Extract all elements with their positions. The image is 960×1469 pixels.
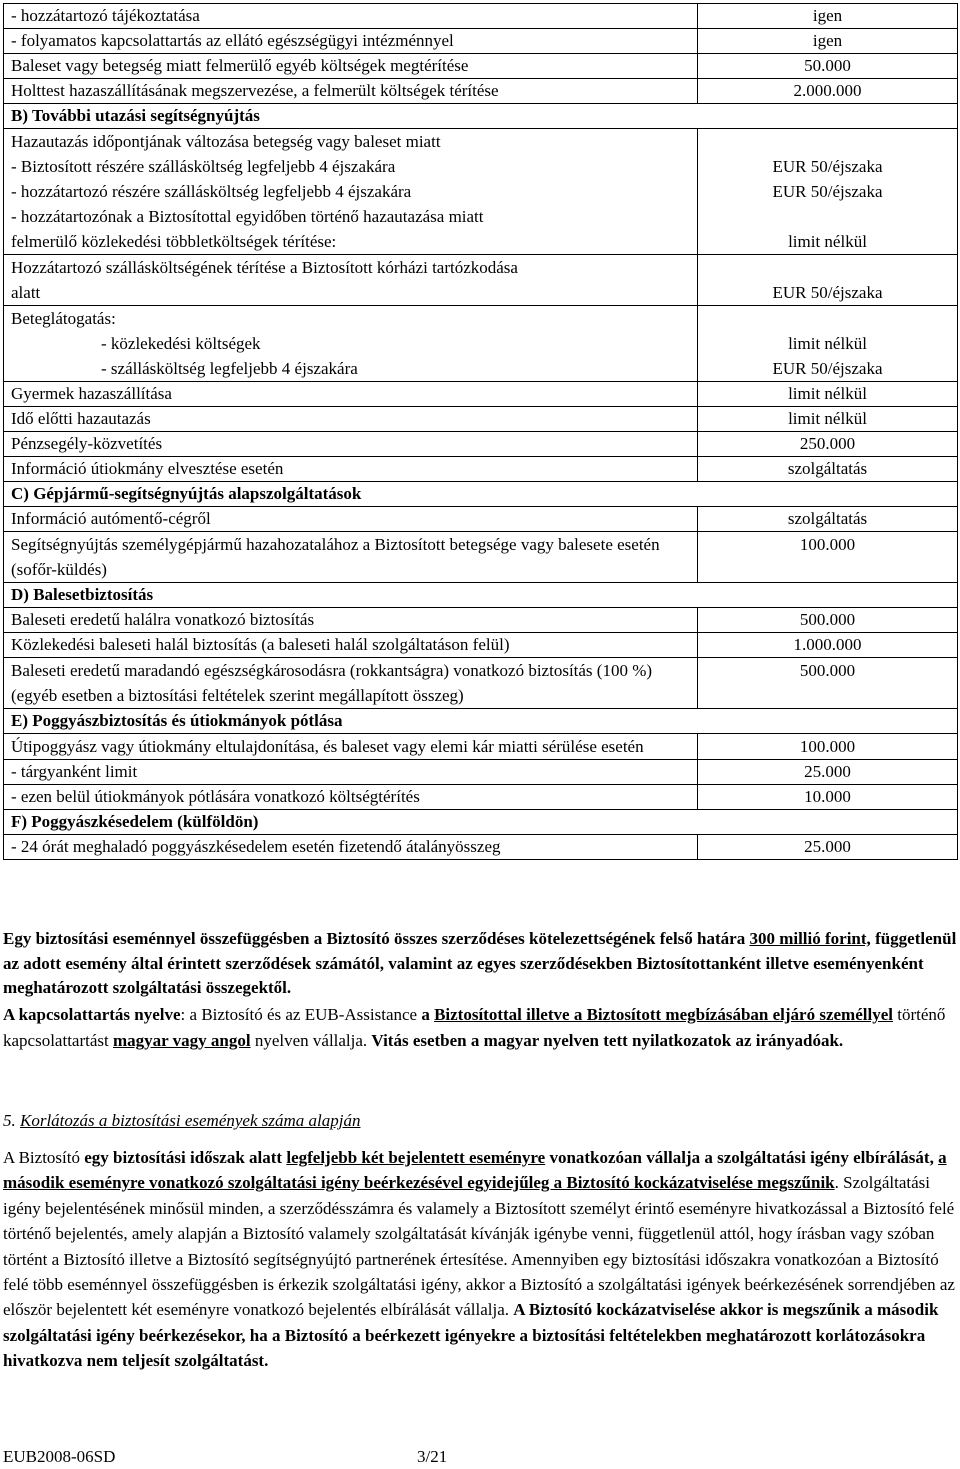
- language-text-2: a: [421, 1005, 430, 1024]
- value-cell: 50.000: [698, 54, 958, 79]
- value-cell: 100.000: [698, 532, 958, 583]
- label-cell: Útipoggyász vagy útiokmány eltulajdonítása, és baleset vagy elemi kár miatti sérülése esetén: [4, 734, 698, 760]
- label-cell: Közlekedési baleseti halál biztosítás (a baleseti halál szolgáltatáson felül): [4, 633, 698, 658]
- para-text-2: egy biztosítási időszak alatt: [84, 1148, 283, 1167]
- section-header-cell: C) Gépjármű-segítségnyújtás alapszolgáltatások: [4, 482, 958, 507]
- table-section-header: [4, 583, 958, 608]
- notice-limit: 300 millió forint,: [749, 929, 871, 948]
- table-row: [4, 79, 958, 104]
- language-text-6: nyelven vállalja.: [254, 1030, 368, 1050]
- table-row: [4, 54, 958, 79]
- table-row: [4, 760, 958, 785]
- label-cell: - hozzátartozó tájékoztatása: [4, 4, 698, 29]
- section-header-cell: B) További utazási segítségnyújtás: [4, 104, 958, 129]
- section-header-cell: D) Balesetbiztosítás: [4, 583, 958, 608]
- label-cell: Pénzsegély-közvetítés: [4, 432, 698, 457]
- table-row: [4, 507, 958, 532]
- notice-text: Egy biztosítási eseménnyel összefüggésben a Biztosító összes szerződéses kötelezettségének felső határa: [3, 929, 746, 948]
- value-line: [702, 129, 953, 154]
- language-clause: [3, 1002, 957, 1053]
- section-5-heading: [3, 1111, 360, 1131]
- label-line: Hozzátartozó szállásköltségének térítése a Biztosított kórházi tartózkodása: [11, 258, 518, 277]
- value-cell: [698, 255, 958, 306]
- label-cell: [4, 129, 698, 255]
- label-cell: Segítségnyújtás személygépjármű hazahozatalához a Biztosított betegsége vagy balesete esetén (sofőr-küldés): [4, 532, 698, 583]
- value-line: EUR 50/éjszaka: [772, 359, 883, 378]
- label-cell: [4, 255, 698, 306]
- label-cell: - ezen belül útiokmányok pótlására vonatkozó költségtérítés: [4, 785, 698, 810]
- table-row: [4, 734, 958, 760]
- language-text-4: történő kapcsolattartást: [3, 1005, 946, 1050]
- section-number: 5.: [3, 1111, 16, 1130]
- para-text-5: a második eseményre vonatkozó szolgáltatási igény beérkezésével egyidejűleg a Biztosító kockázatviselése megszűnik: [3, 1148, 947, 1193]
- table-row: [4, 407, 958, 432]
- table-row: [4, 633, 958, 658]
- label-cell: [4, 306, 698, 382]
- value-cell: 250.000: [698, 432, 958, 457]
- notice-text-rest: függetlenül az adott esemény által érintett szerződések számától, valamint az egyes szerződésekben Biztosítottanként illetve eseményenként meghatározott szolgáltatási összegektől.: [3, 929, 957, 998]
- label-cell: Holttest hazaszállításának megszervezése, a felmerült költségek térítése: [4, 79, 698, 104]
- label-line: - közlekedési költségek: [101, 334, 261, 353]
- language-text-1: : a Biztosító és az EUB-Assistance: [180, 1005, 418, 1024]
- value-cell: 25.000: [698, 760, 958, 785]
- value-line: [702, 204, 953, 229]
- section-5-paragraph: [3, 1145, 957, 1374]
- value-cell: 500.000: [698, 658, 958, 709]
- label-cell: - 24 órát meghaladó poggyászkésedelem esetén fizetendő átalányösszeg: [4, 835, 698, 860]
- label-line: - hozzátartozónak a Biztosítottal egyidőben történő hazautazása miatt: [11, 207, 484, 226]
- table-row: [4, 255, 958, 306]
- value-line: limit nélkül: [788, 232, 867, 251]
- value-cell: [698, 306, 958, 382]
- label-line: Hazautazás időpontjának változása betegség vagy baleset miatt: [11, 132, 441, 151]
- value-cell: 1.000.000: [698, 633, 958, 658]
- table-section-header: [4, 810, 958, 835]
- value-cell: 10.000: [698, 785, 958, 810]
- label-line: alatt: [11, 283, 41, 302]
- value-cell: limit nélkül: [698, 382, 958, 407]
- coverage-table: [3, 3, 958, 860]
- label-cell: Gyermek hazaszállítása: [4, 382, 698, 407]
- label-cell: - tárgyanként limit: [4, 760, 698, 785]
- value-cell: igen: [698, 4, 958, 29]
- document-code: EUB2008-06SD: [3, 1447, 116, 1466]
- section-title: Korlátozás a biztosítási események száma alapján: [20, 1111, 361, 1130]
- table-row: [4, 432, 958, 457]
- section-header-cell: E) Poggyászbiztosítás és útiokmányok pótlása: [4, 709, 958, 734]
- value-cell: 25.000: [698, 835, 958, 860]
- label-cell: - folyamatos kapcsolattartás az ellátó egészségügyi intézménnyel: [4, 29, 698, 54]
- para-text-3: legfeljebb két bejelentett eseményre: [286, 1148, 546, 1167]
- value-line: EUR 50/éjszaka: [772, 157, 883, 176]
- label-cell: Információ útiokmány elvesztése esetén: [4, 457, 698, 482]
- table-row: [4, 382, 958, 407]
- language-heading: A kapcsolattartás nyelve: [3, 1005, 181, 1024]
- table-section-header: [4, 709, 958, 734]
- table-row: [4, 785, 958, 810]
- para-text-4: vonatkozóan vállalja a szolgáltatási igény elbírálását,: [549, 1148, 934, 1167]
- table-section-header: [4, 104, 958, 129]
- label-cell: Idő előtti hazautazás: [4, 407, 698, 432]
- para-text-1: A Biztosító: [3, 1148, 80, 1167]
- value-line: EUR 50/éjszaka: [772, 182, 883, 201]
- table-row: [4, 532, 958, 583]
- section-header-cell: F) Poggyászkésedelem (külföldön): [4, 810, 958, 835]
- value-line: EUR 50/éjszaka: [772, 283, 883, 302]
- label-line: - Biztosított részére szállásköltség legfeljebb 4 éjszakára: [11, 157, 396, 176]
- label-cell: Baleset vagy betegség miatt felmerülő egyéb költségek megtérítése: [4, 54, 698, 79]
- table-row: [4, 658, 958, 709]
- page-number: 3/21: [417, 1447, 448, 1466]
- table-row: [4, 4, 958, 29]
- value-line: [702, 306, 953, 331]
- value-cell: 2.000.000: [698, 79, 958, 104]
- table-row: [4, 835, 958, 860]
- language-text-5: magyar vagy angol: [113, 1030, 251, 1050]
- value-line: [702, 255, 953, 280]
- value-cell: 100.000: [698, 734, 958, 760]
- value-cell: szolgáltatás: [698, 507, 958, 532]
- para-text-6: . Szolgáltatási igény bejelentésének minősül minden, a szerződésszámra és valamely a Biztosított személyt érintő eseményre hivatkozással a Biztosító felé történő bejelentés, amely alapján a Biztosító valamely szolgáltatását kívánják igénybe venni, függetlenül attól, hogy írásban vagy szóban történt a Biztosító illetve a Biztosító segítségnyújtó partnerének értesítése. Amennyiben egy biztosítási időszakra vonatkozóan a Biztosító felé több eseménnyel összefüggésben is érkezik szolgáltatási igény, akkor a Biztosító a szolgáltatási igények beérkezésének sorrendjében az először bejelentett két eseményre vonatkozó bejelentés elbírálását vállalja.: [3, 1173, 955, 1320]
- table-section-header: [4, 482, 958, 507]
- label-cell: Baleseti eredetű maradandó egészségkárosodásra (rokkantságra) vonatkozó biztosítás (100 %) (egyéb esetben a biztosítási feltételek szerint megállapított összeg): [4, 658, 698, 709]
- language-text-3: Biztosítottal illetve a Biztosított megbízásában eljáró személlyel: [434, 1005, 893, 1024]
- value-cell: 500.000: [698, 608, 958, 633]
- value-cell: [698, 129, 958, 255]
- table-row: [4, 129, 958, 255]
- para-text-7: A Biztosító kockázatviselése akkor is megszűnik a második szolgáltatási igény beérkezésekor, ha a Biztosító a beérkezett igényekre a biztosítási feltételekben meghatározott korlátozásokra hivatkozva nem teljesít szolgáltatást.: [3, 1300, 939, 1371]
- value-cell: limit nélkül: [698, 407, 958, 432]
- table-row: [4, 457, 958, 482]
- language-text-7: Vitás esetben a magyar nyelven tett nyilatkozatok az irányadóak.: [371, 1030, 844, 1050]
- value-line: limit nélkül: [788, 334, 867, 353]
- table-row: [4, 306, 958, 382]
- value-cell: szolgáltatás: [698, 457, 958, 482]
- label-line: - hozzátartozó részére szállásköltség legfeljebb 4 éjszakára: [11, 182, 412, 201]
- label-line: felmerülő közlekedési többletköltségek térítése:: [11, 232, 337, 251]
- label-cell: Baleseti eredetű halálra vonatkozó biztosítás: [4, 608, 698, 633]
- label-line: Beteglátogatás:: [11, 309, 116, 328]
- liability-notice: [3, 927, 957, 1001]
- table-row: [4, 608, 958, 633]
- label-cell: Információ autómentő-cégről: [4, 507, 698, 532]
- table-row: [4, 29, 958, 54]
- label-line: - szállásköltség legfeljebb 4 éjszakára: [101, 359, 358, 378]
- value-cell: igen: [698, 29, 958, 54]
